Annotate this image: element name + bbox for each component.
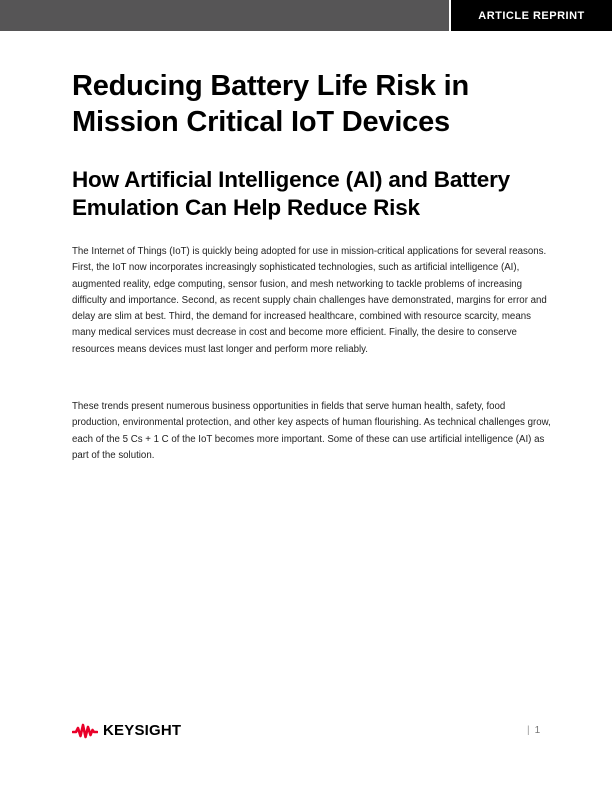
body-paragraph-1: The Internet of Things (IoT) is quickly being adopted for use in mission-critical applications for several reasons. First, the IoT now incorporates increasingly sophisticated technologies, such as artificial intelligence (AI), augmented reality, edge computing, sensor fusion, and mesh networking to tackle problems of increasing difficulty and importance. Second, as recent supply chain challenges have demonstrated, margins for error and delay are slim at best. Third, the demand for increased healthcare, combined with resource scarcity, means many medical services must decrease in cost and become more efficient. Finally, the desire to conserve resources means devices must last longer and perform more reliably.: [72, 246, 547, 355]
article-subtitle: How Artificial Intelligence (AI) and Battery Emulation Can Help Reduce Risk: [72, 167, 510, 220]
article-reprint-badge: [451, 0, 612, 31]
header-bar: [0, 0, 449, 31]
article-title: Reducing Battery Life Risk in Mission Critical IoT Devices: [72, 70, 470, 138]
page-separator: |: [527, 725, 530, 736]
page-number-value: 1: [534, 725, 541, 736]
page-number: [527, 725, 540, 736]
keysight-wave-icon: [72, 723, 98, 739]
article-reprint-label: ARTICLE REPRINT: [478, 9, 585, 22]
keysight-wordmark: KEYSIGHT: [103, 722, 182, 739]
body-paragraph-2: These trends present numerous business opportunities in fields that serve human health, safety, food production, environmental protection, and other key aspects of human flourishing. As technical challenges grow, each of the 5 Cs + 1 C of the IoT becomes more important. Some of these can use artificial intelligence (AI) as part of the solution.: [72, 401, 551, 461]
keysight-logo: [72, 722, 181, 739]
